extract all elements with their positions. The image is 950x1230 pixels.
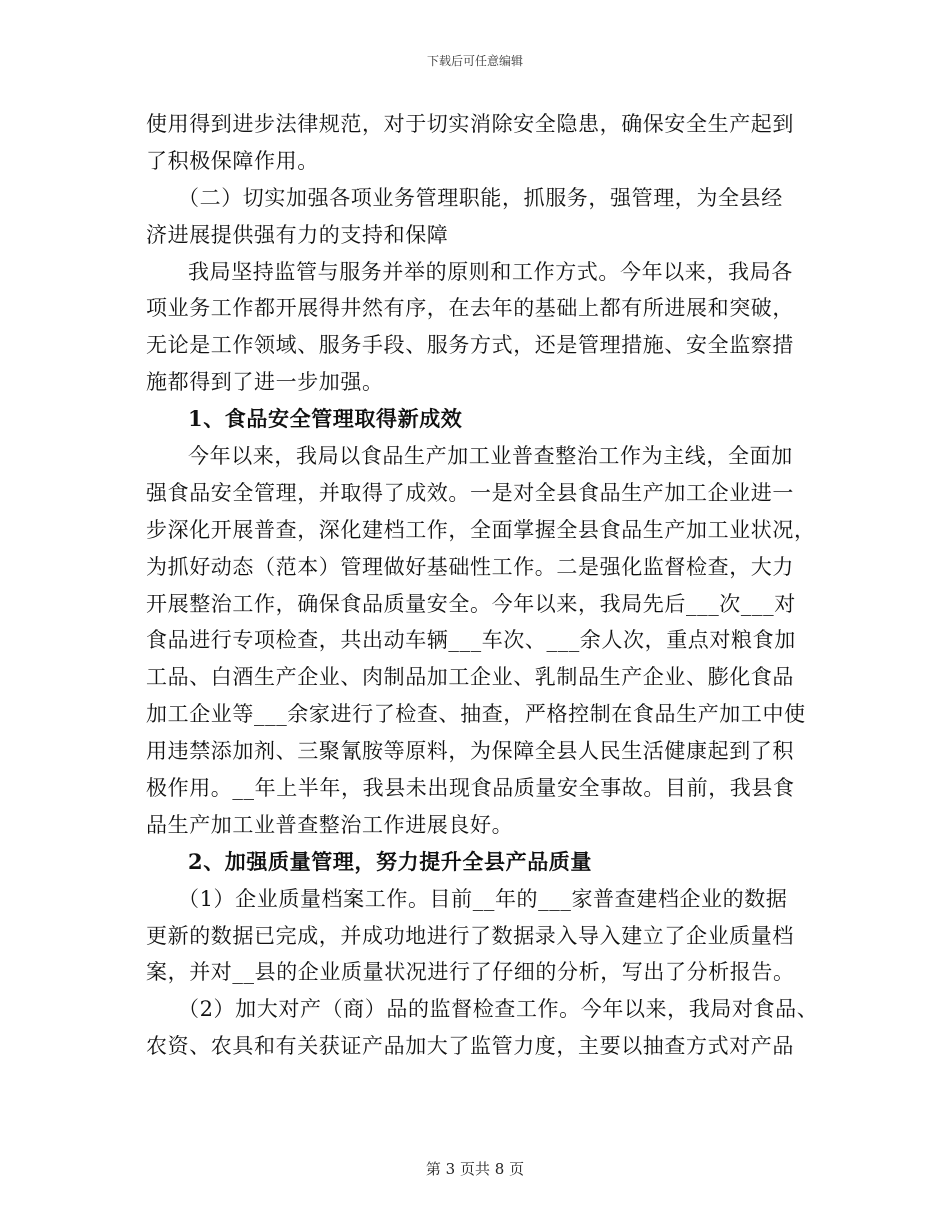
body-line: 步深化开展普查，深化建档工作，全面掌握全县食品生产加工业状况， <box>146 517 816 542</box>
body-line: 为抓好动态（范本）管理做好基础性工作。二是强化监督检查，大力 <box>146 554 794 579</box>
document-body <box>146 106 819 1065</box>
body-line: 用违禁添加剂、三聚氰胺等原料，为保障全县人民生活健康起到了积 <box>146 739 794 764</box>
body-line: 农资、农具和有关获证产品加大了监管力度，主要以抽查方式对产品 <box>146 1034 794 1059</box>
body-line: 强食品安全管理，并取得了成效。一是对全县食品生产加工企业进一 <box>146 480 794 505</box>
page-footer: 第 3 页共 8 页 <box>425 1160 525 1178</box>
body-line: 案，并对__县的企业质量状况进行了仔细的分析，写出了分析报告。 <box>146 960 795 985</box>
body-line: （1）企业质量档案工作。目前__年的___家普查建档企业的数据 <box>178 886 788 911</box>
body-line: 食品进行专项检查，共出动车辆___车次、___余人次，重点对粮食加 <box>146 628 796 653</box>
body-line: 了积极保障作用。 <box>146 148 319 173</box>
body-line: 无论是工作领域、服务手段、服务方式，还是管理措施、安全监察措 <box>146 333 794 358</box>
subsection-heading: 1、食品安全管理取得新成效 <box>188 406 463 432</box>
body-line: 极作用。__年上半年，我县未出现食品质量安全事故。目前，我县食 <box>146 776 795 801</box>
body-line: 我局坚持监管与服务并举的原则和工作方式。今年以来，我局各 <box>188 259 793 284</box>
body-line: 加工企业等___余家进行了检查、抽查，严格控制在食品生产加工中使 <box>146 702 806 727</box>
body-line: 开展整治工作，确保食品质量安全。今年以来，我局先后___次___对 <box>146 591 796 616</box>
body-line: （2）加大对产（商）品的监督检查工作。今年以来，我局对食品、 <box>178 997 819 1022</box>
body-line: 品生产加工业普查整治工作进展良好。 <box>146 812 514 837</box>
body-line: 工品、白酒生产企业、肉制品加工企业、乳制品生产企业、膨化食品 <box>146 665 794 690</box>
section-heading-cont: 济进展提供强有力的支持和保障 <box>146 222 449 247</box>
body-line: 施都得到了进一步加强。 <box>146 370 384 395</box>
section-heading: （二）切实加强各项业务管理职能，抓服务，强管理，为全县经 <box>178 185 783 210</box>
body-line: 项业务工作都开展得井然有序，在去年的基础上都有所进展和突破， <box>146 296 794 321</box>
page-header: 下载后可任意编辑 <box>426 54 523 68</box>
body-line: 更新的数据已完成，并成功地进行了数据录入导入建立了企业质量档 <box>146 923 794 948</box>
subsection-heading: 2、加强质量管理，努力提升全县产品质量 <box>188 848 593 874</box>
body-line: 使用得到进步法律规范，对于切实消除安全隐患，确保安全生产起到 <box>146 112 794 136</box>
body-line: 今年以来，我局以食品生产加工业普查整治工作为主线，全面加 <box>188 444 793 469</box>
